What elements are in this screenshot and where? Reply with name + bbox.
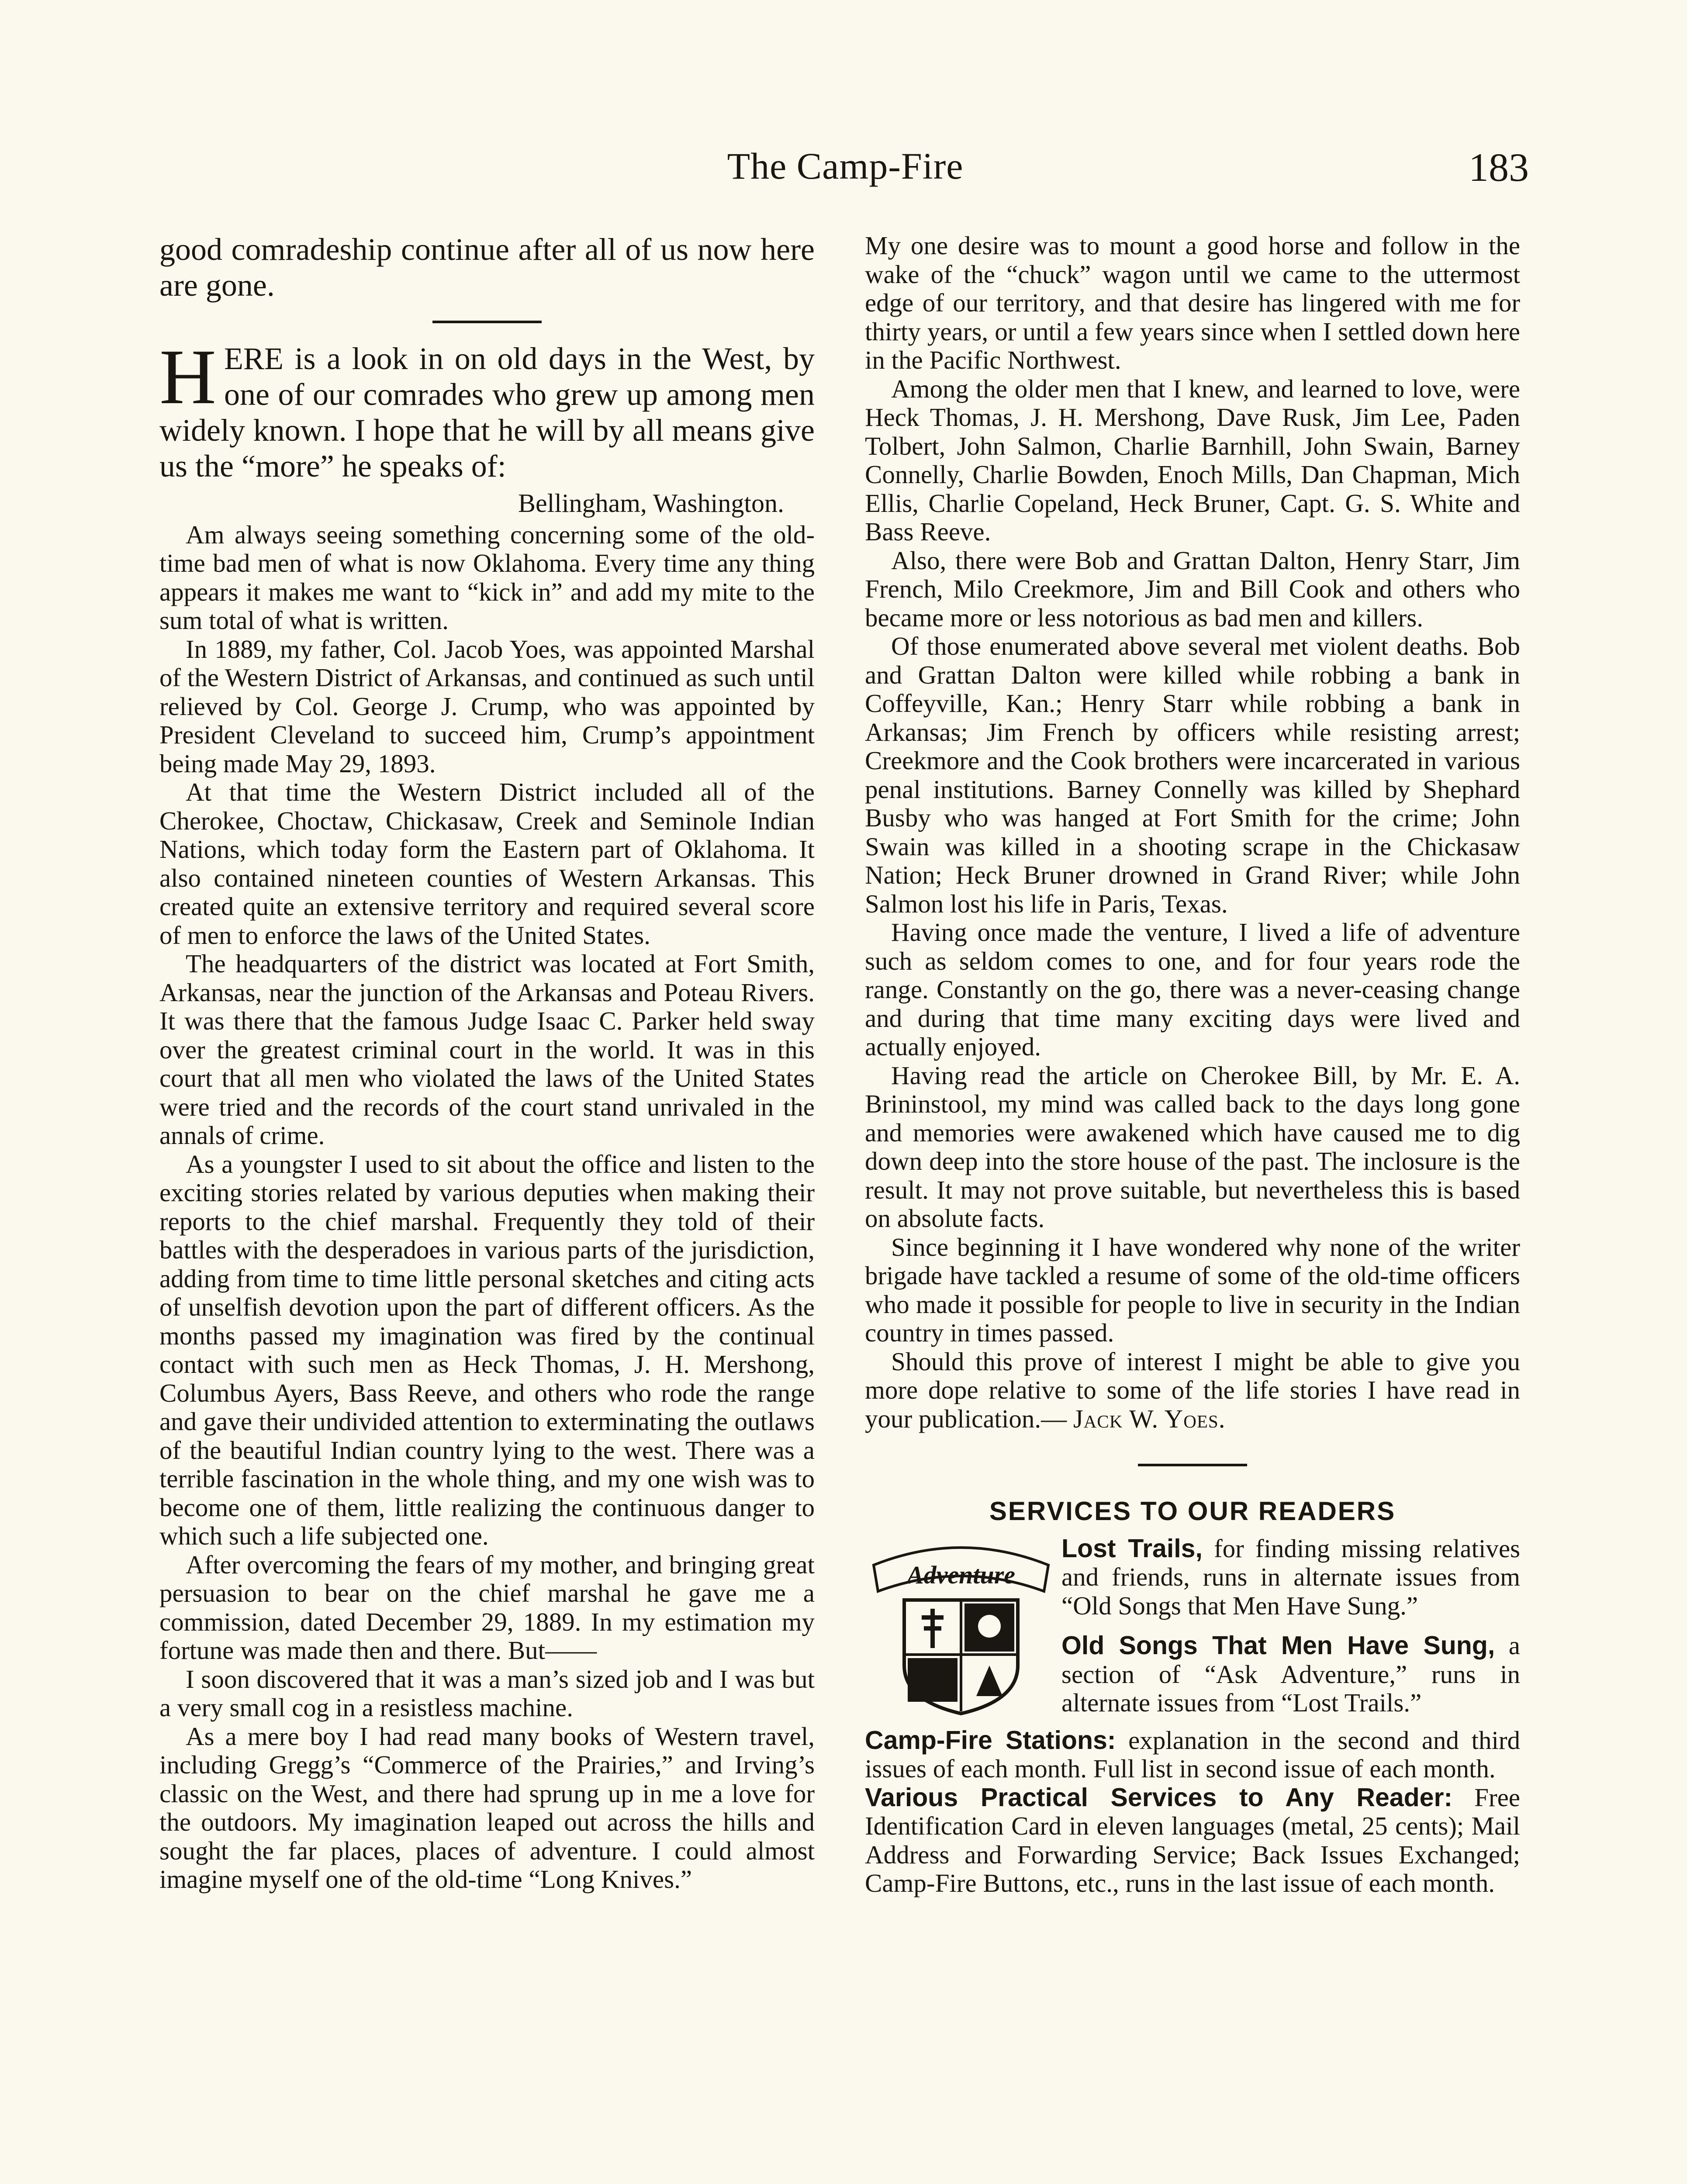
- dateline: Bellingham, Washington.: [518, 489, 784, 518]
- service-name: Various Practical Services to Any Reader:: [865, 1783, 1453, 1812]
- left-column: [159, 232, 815, 1894]
- service-name: Lost Trails,: [1061, 1534, 1203, 1563]
- letter-paragraph: As a youngster I used to sit about the office and listen to the exciting stories related by various deputies when making their reports to the chief marshal. Frequently they told of their battles with the desperadoes in various parts of the jurisdiction, adding from time to time little personal sketches and citing acts of unselfish devotion upon the part of different officers. As the months passed my imagination was fired by the continual contact with such men as Heck Thomas, J. H. Mershong, Columbus Ayers, Bass Reeve, and others who rode the range and gave their undivided attention to exterminating the outlaws of the beautiful Indian country lying to the west. There was a terrible fascination in the whole thing, and my one wish was to become one of them, little realizing the continuous danger to which such a life subjected one.: [159, 1149, 815, 1550]
- drop-cap: H: [159, 333, 216, 420]
- letter-paragraph: Of those enumerated above several met violent deaths. Bob and Grattan Dalton were killed while robbing a bank in Coffeyville, Kan.; Henry Starr while robbing a bank in Arkansas; Jim French by officers while resisting arrest; Creekmore and the Cook brothers were incarcerated in various penal institutions. Barney Connelly was killed by Shephard Busby who was hanged at Fort Smith for the crime; John Swain was killed in a shooting scrape in the Chickasaw Nation; Heck Bruner drowned in Grand River; while John Salmon lost his life in Paris, Texas.: [865, 632, 1520, 918]
- intro-text: ERE is a look in on old days in the West, by one of our comrades who grew up among men widely known. I hope that he will by all means give us the “more” he speaks of:: [159, 341, 815, 484]
- adventure-emblem-icon: [865, 1534, 1057, 1718]
- service-desc: for finding missing relatives and friends, runs in alternate issues from “Old Songs that Men Have Sung.”: [1061, 1534, 1521, 1620]
- closing-text: Should this prove of interest I might be able to give you more dope relative to some of the life stories I have read in your publication.—: [865, 1347, 1520, 1433]
- letter-paragraph: My one desire was to mount a good horse and follow in the wake of the “chuck” wagon until we came to the uttermost edge of our territory, and that desire has lingered with me for thirty years, or until a few years since when I settled down here in the Pacific Northwest.: [865, 231, 1520, 374]
- letter-paragraph: Having read the article on Cherokee Bill, by Mr. E. A. Brininstool, my mind was called back to the days long gone and memories were awakened which have caused me to dig down deep into the store house of the past. The inclosure is the result. It may not prove suitable, but nevertheless this is based on absolute facts.: [865, 1061, 1520, 1233]
- service-name: Old Songs That Men Have Sung,: [1061, 1631, 1495, 1660]
- service-item: [865, 1726, 1520, 1783]
- letter-paragraph: [865, 1348, 1520, 1434]
- service-item: [865, 1783, 1520, 1898]
- section-divider: [432, 321, 542, 323]
- letter-paragraph: Am always seeing something concerning some of the old-time bad men of what is now Oklahoma. Every time any thing appears it makes me want to “kick in” and add my mite to the sum total of what is written.: [159, 520, 815, 635]
- page-header: [162, 131, 1529, 210]
- intro-paragraph: [159, 333, 815, 484]
- emblem-text: Adventure: [906, 1560, 1016, 1589]
- letter-paragraph: In 1889, my father, Col. Jacob Yoes, was appointed Marshal of the Western District of Arkansas, and continued as such until relieved by Col. George J. Crump, who was appointed by President Cleveland to succeed him, Crump’s appointment being made May 29, 1893.: [159, 634, 815, 778]
- letter-paragraph: I soon discovered that it was a man’s sized job and I was but a very small cog in a resistless machine.: [159, 1664, 815, 1722]
- lead-continuation: good comradeship continue after all of us now here are gone.: [159, 232, 815, 303]
- letter-paragraph: At that time the Western District included all of the Cherokee, Choctaw, Chickasaw, Creek and Seminole Indian Nations, which today form the Eastern part of Oklahoma. It also contained nineteen counties of Western Arkansas. This created quite an extensive territory and required several score of men to enforce the laws of the United States.: [159, 778, 815, 950]
- service-desc: explanation in the second and third issues of each month. Full list in second issue of each month.: [865, 1725, 1520, 1783]
- signature: Jack W. Yoes.: [1073, 1404, 1226, 1433]
- service-name: Camp-Fire Stations:: [865, 1725, 1116, 1755]
- service-desc: a section of “Ask Adventure,” runs in alternate issues from “Lost Trails.”: [1061, 1631, 1520, 1717]
- letter-paragraph: Having once made the venture, I lived a life of adventure such as seldom comes to one, and for four years rode the range. Constantly on the go, there was a never-ceasing change and during that time many exciting days were lived and actually enjoyed.: [865, 918, 1520, 1061]
- letter-paragraph: After overcoming the fears of my mother, and bringing great persuasion to bear on the chief marshal he gave me a commission, dated December 29, 1889. In my estimation my fortune was made then and there. But——: [159, 1550, 815, 1665]
- section-divider: [1138, 1464, 1247, 1466]
- letter-paragraph: The headquarters of the district was located at Fort Smith, Arkansas, near the junction of the Arkansas and Poteau Rivers. It was there that the famous Judge Isaac C. Parker held sway over the greatest criminal court in the world. It was in this court that all men who violated the laws of the United States were tried and the records of the court stand unrivaled in the annals of crime.: [159, 949, 815, 1150]
- service-desc: Free Identification Card in eleven languages (metal, 25 cents); Mail Address and Forwarding Service; Back Issues Exchanged; Camp-Fire Buttons, etc., runs in the last issue of each month.: [865, 1783, 1520, 1897]
- running-title: The Camp-Fire: [727, 145, 964, 187]
- letter-paragraph: As a mere boy I had read many books of Western travel, including Gregg’s “Commerce of the Prairies,” and Irving’s classic on the West, and there had sprung up in me a love for the outdoors. My imagination leaped out across the hills and sought the far places, places of adventure. I could almost imagine myself one of the old-time “Long Knives.”: [159, 1721, 815, 1894]
- letter-paragraph: Among the older men that I knew, and learned to love, were Heck Thomas, J. H. Mershong, Dave Rusk, Jim Lee, Paden Tolbert, John Salmon, Charlie Barnhill, John Swain, Barney Connelly, Charlie Bowden, Enoch Mills, Dan Chapman, Mich Ellis, Charlie Copeland, Heck Bruner, Capt. G. S. White and Bass Reeve.: [865, 374, 1520, 546]
- right-column: [865, 232, 1520, 1898]
- page-number: 183: [1469, 145, 1529, 190]
- letter-paragraph: Also, there were Bob and Grattan Dalton, Henry Starr, Jim French, Milo Creekmore, Jim and Bill Cook and others who became more or less notorious as bad men and killers.: [865, 546, 1520, 632]
- services-title: SERVICES TO OUR READERS: [989, 1496, 1396, 1526]
- letter-paragraph: Since beginning it I have wondered why none of the writer brigade have tackled a resume of some of the old-time officers who made it possible for people to live in security in the Indian country in times passed.: [865, 1232, 1520, 1347]
